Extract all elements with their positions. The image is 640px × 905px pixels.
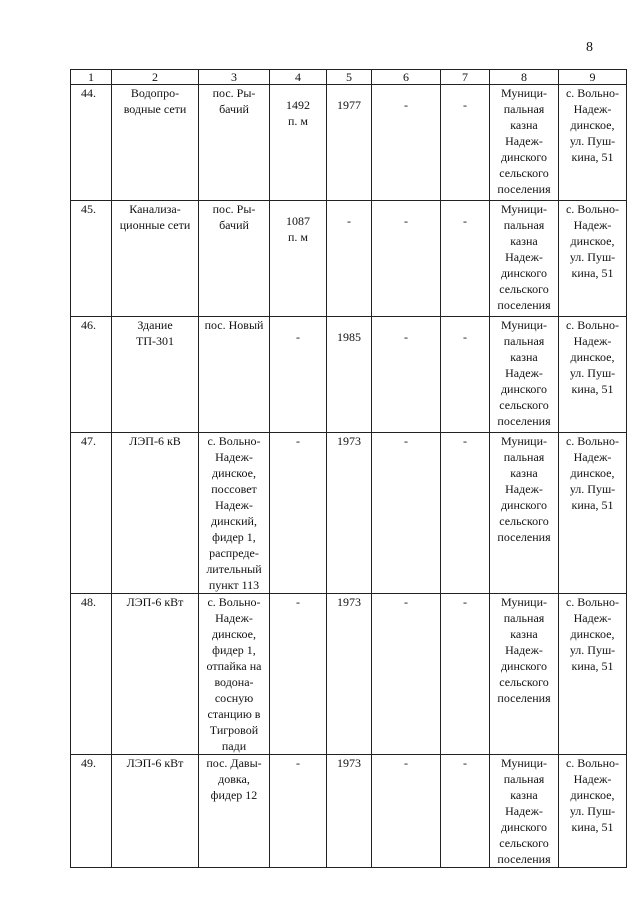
- table-row: [71, 755, 627, 868]
- object-address: пос. Давы- довка, фидер 12: [199, 755, 270, 868]
- object-address: пос. Новый: [199, 317, 270, 433]
- column-header: 9: [559, 70, 627, 85]
- cell-col6: -: [372, 317, 441, 433]
- owner: Муници- пальная казна Надеж- динского сельского поселения: [490, 85, 559, 201]
- table-row: [71, 85, 627, 201]
- commission-year: 1973: [327, 594, 372, 755]
- table-row: [71, 594, 627, 755]
- commission-year: 1985: [327, 317, 372, 433]
- cell-col6: -: [372, 201, 441, 317]
- owner-address: с. Вольно- Надеж- динское, ул. Пуш- кина, 51: [559, 201, 627, 317]
- object-length: -: [270, 755, 327, 868]
- object-name: ЛЭП-6 кВт: [112, 755, 199, 868]
- owner: Муници- пальная казна Надеж- динского сельского поселения: [490, 433, 559, 594]
- owner-address: с. Вольно- Надеж- динское, ул. Пуш- кина, 51: [559, 317, 627, 433]
- column-header: 6: [372, 70, 441, 85]
- owner-address: с. Вольно- Надеж- динское, ул. Пуш- кина, 51: [559, 433, 627, 594]
- object-name: Канализа- ционные сети: [112, 201, 199, 317]
- owner-address: с. Вольно- Надеж- динское, ул. Пуш- кина, 51: [559, 85, 627, 201]
- cell-col6: -: [372, 755, 441, 868]
- cell-col7: -: [441, 85, 490, 201]
- object-length: -: [270, 317, 327, 433]
- commission-year: 1977: [327, 85, 372, 201]
- object-length: 1492 п. м: [270, 85, 327, 201]
- owner: Муници- пальная казна Надеж- динского сельского поселения: [490, 594, 559, 755]
- table-row: [71, 317, 627, 433]
- object-address: с. Вольно- Надеж- динское, поссовет Надеж- динский, фидер 1, распреде- лительный пункт 113: [199, 433, 270, 594]
- object-name: Здание ТП-301: [112, 317, 199, 433]
- column-header: 3: [199, 70, 270, 85]
- object-name: ЛЭП-6 кВ: [112, 433, 199, 594]
- owner-address: с. Вольно- Надеж- динское, ул. Пуш- кина, 51: [559, 755, 627, 868]
- commission-year: -: [327, 201, 372, 317]
- object-name: Водопро- водные сети: [112, 85, 199, 201]
- object-length: 1087 п. м: [270, 201, 327, 317]
- commission-year: 1973: [327, 433, 372, 594]
- column-header: 5: [327, 70, 372, 85]
- cell-col7: -: [441, 201, 490, 317]
- object-length: -: [270, 433, 327, 594]
- owner: Муници- пальная казна Надеж- динского сельского поселения: [490, 755, 559, 868]
- object-address: с. Вольно- Надеж- динское, фидер 1, отпайка на водона- сосную станцию в Тигровой пади: [199, 594, 270, 755]
- row-number: 46.: [71, 317, 112, 433]
- cell-col6: -: [372, 594, 441, 755]
- row-number: 47.: [71, 433, 112, 594]
- column-header: 8: [490, 70, 559, 85]
- cell-col7: -: [441, 433, 490, 594]
- object-length: -: [270, 594, 327, 755]
- owner: Муници- пальная казна Надеж- динского сельского поселения: [490, 317, 559, 433]
- object-address: пос. Ры- бачий: [199, 201, 270, 317]
- row-number: 48.: [71, 594, 112, 755]
- owner: Муници- пальная казна Надеж- динского сельского поселения: [490, 201, 559, 317]
- table-header-row: [71, 70, 627, 85]
- property-register-table: [70, 69, 627, 868]
- column-header: 4: [270, 70, 327, 85]
- row-number: 49.: [71, 755, 112, 868]
- cell-col6: -: [372, 85, 441, 201]
- row-number: 45.: [71, 201, 112, 317]
- cell-col7: -: [441, 594, 490, 755]
- column-header: 7: [441, 70, 490, 85]
- cell-col7: -: [441, 755, 490, 868]
- column-header: 1: [71, 70, 112, 85]
- table-row: [71, 201, 627, 317]
- page-number: 8: [586, 40, 593, 55]
- object-address: пос. Ры- бачий: [199, 85, 270, 201]
- object-name: ЛЭП-6 кВт: [112, 594, 199, 755]
- owner-address: с. Вольно- Надеж- динское, ул. Пуш- кина, 51: [559, 594, 627, 755]
- column-header: 2: [112, 70, 199, 85]
- table-row: [71, 433, 627, 594]
- cell-col6: -: [372, 433, 441, 594]
- row-number: 44.: [71, 85, 112, 201]
- cell-col7: -: [441, 317, 490, 433]
- commission-year: 1973: [327, 755, 372, 868]
